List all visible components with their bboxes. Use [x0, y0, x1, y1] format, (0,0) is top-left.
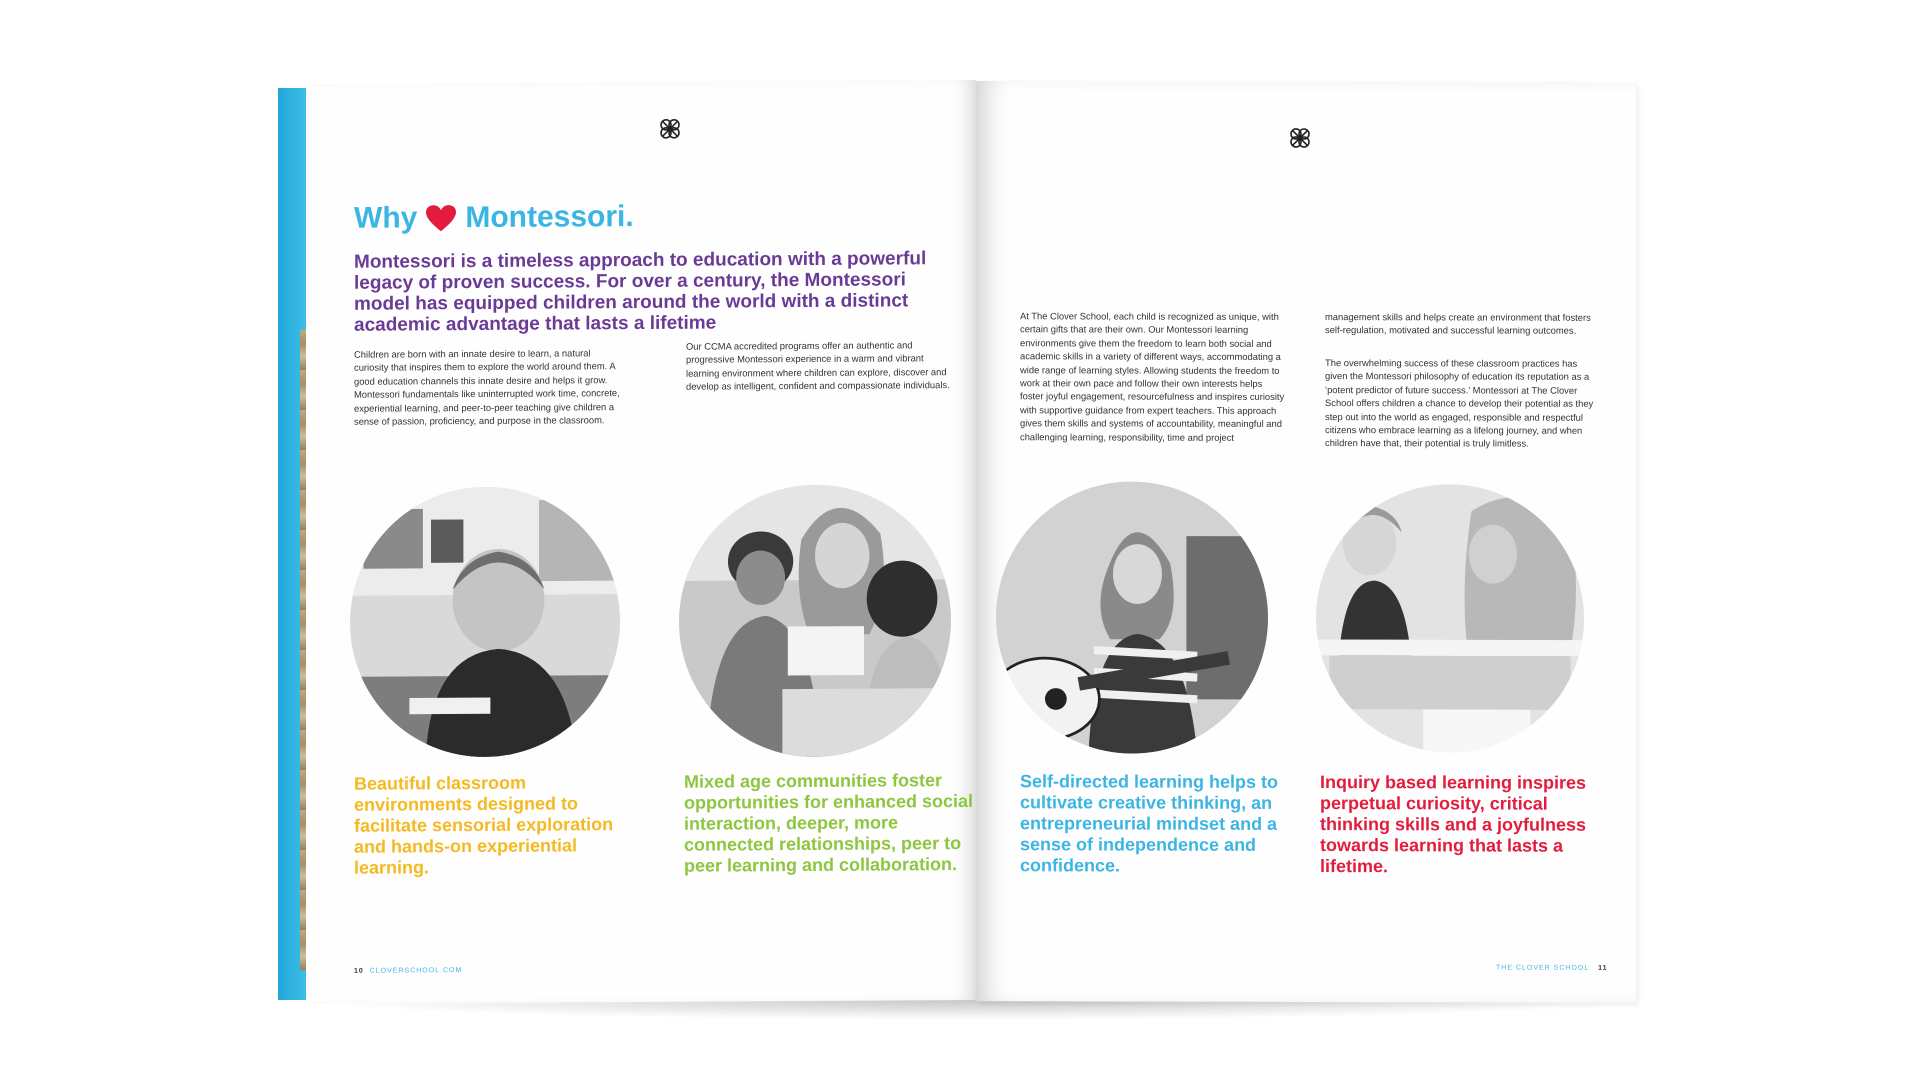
clover-logo-icon — [658, 117, 682, 141]
body-column-4a: management skills and helps create an environment that fosters self-regulation, motivated and successful learning outcomes. — [1325, 311, 1591, 337]
body-column-4b: The overwhelming success of these classroom practices has given the Montessori philosophy of education its reputation as a ‘potent predictor of future success.’ Montessori at The Clover School offers children a chance to develop their potential as they step out into the world as engaged, responsible and respectful citizens who embrace learning as a lifelong journey, and when children have that, their potential is truly limitless. — [1325, 357, 1594, 450]
classroom-boy-photo — [350, 486, 620, 758]
title-why: Why — [354, 201, 418, 235]
footer-school-name: THE CLOVER SCHOOL — [1496, 964, 1590, 972]
right-footer — [1496, 964, 1608, 971]
body-column-1: Children are born with an innate desire to learn, a natural curiosity that inspires them to explore the world around them. A good education channels this innate desire and helps it grow. Montessori fundamentals like uninterrupted work time, concrete, experiential learning, and peer-to-peer teaching give children a sense of passion, proficiency, and purpose in the classroom. — [354, 347, 620, 427]
body-column-3: At The Clover School, each child is recognized as unique, with certain gifts that are their own. Our Montessori learning environments give them the freedom to learn both social and academic skills in a variety of different ways, accommodating a wide range of learning styles. Allowing students the freedom to work at their own pace and follow their own interests helps foster joyful engagement, resourcefulness and inspires curiosity with supportive guidance from expert teachers. This approach gives them skills and systems of accountability, meaningful and challenging learning, responsibility, time and project — [1020, 310, 1285, 443]
heart-icon — [425, 204, 457, 232]
caption-communities: Mixed age communities foster opportunities for enhanced social interaction, deeper, more connected relationships, peer to peer learning and collaboration. — [684, 770, 974, 876]
page-number-right: 11 — [1598, 964, 1608, 972]
page-title — [354, 200, 634, 236]
caption-classroom: Beautiful classroom environments designed to facilitate sensorial exploration and hands-on experiential learning. — [354, 772, 614, 878]
body-column-2: Our CCMA accredited programs offer an authentic and progressive Montessori experience in a warm and vibrant learning environment where children can explore, discover and develop as intelligent, confident and compassionate individuals. — [686, 339, 950, 392]
right-page — [976, 81, 1636, 1003]
footer-website: CLOVERSCHOOL.COM — [369, 967, 463, 975]
title-montessori: Montessori. — [465, 200, 634, 235]
girl-guitar-photo — [996, 481, 1268, 754]
inquiry-girl-teacher-photo — [1316, 484, 1584, 753]
left-page — [306, 80, 976, 1004]
page-number-left: 10 — [354, 967, 364, 975]
clover-logo-icon — [1288, 126, 1312, 150]
lead-paragraph: Montessori is a timeless approach to education with a powerful legacy of proven success. For over a century, the Montessori model has equipped children around the world with a distinct academic advantage that lasts a lifetime — [354, 248, 927, 336]
caption-self-directed: Self-directed learning helps to cultivate creative thinking, an entrepreneurial mindset and a sense of independence and confidence. — [1020, 771, 1279, 876]
left-footer — [354, 967, 462, 975]
mixed-age-group-photo — [679, 484, 951, 758]
caption-inquiry: Inquiry based learning inspires perpetual curiosity, critical thinking skills and a joyfulness towards learning that lasts a lifetime. — [1320, 772, 1587, 877]
